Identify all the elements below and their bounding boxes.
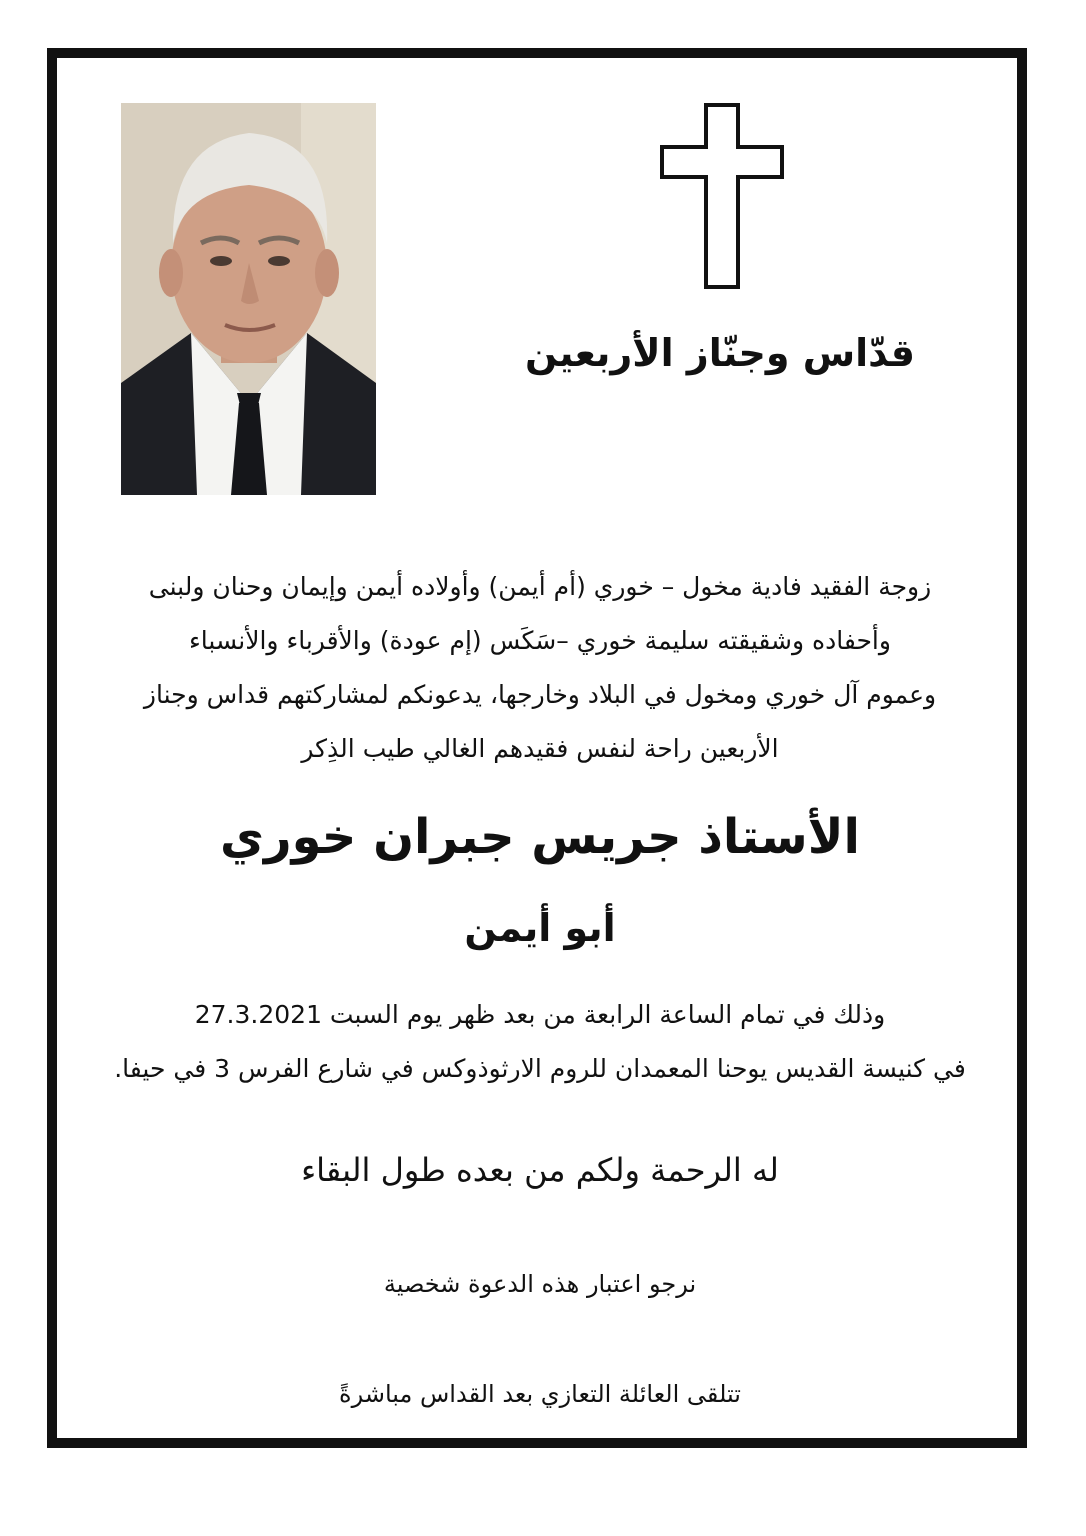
page-title: قدّاس وجنّاز الأربعين bbox=[524, 331, 916, 375]
portrait-image bbox=[121, 103, 376, 495]
portrait-photo bbox=[121, 103, 376, 495]
condolence-text: له الرحمة ولكم من بعده طول البقاء bbox=[301, 1151, 779, 1189]
announcement-line-2: وأحفاده وشقيقته سليمة خوري –سَكَس (إم عودة) والأقرباء والأنسباء bbox=[189, 626, 891, 655]
announcement-line-4: الأربعين راحة لنفس فقيدهم الغالي طيب الذِكر bbox=[301, 734, 779, 763]
announcement-line-3: وعموم آل خوري ومخول في البلاد وخارجها، يدعونكم لمشاركتهم قداس وجناز bbox=[143, 680, 937, 709]
deceased-name: الأستاذ جريس جبران خوري bbox=[220, 809, 860, 865]
service-details bbox=[80, 988, 1000, 1096]
cross-icon bbox=[660, 103, 784, 289]
announcement-line-1: زوجة الفقيد فادية مخول – خوري (أم أيمن) وأولاده أيمن وإيمان وحنان ولبنى bbox=[148, 572, 932, 601]
personal-invitation-note: نرجو اعتبار هذه الدعوة شخصية bbox=[383, 1270, 697, 1298]
family-condolences-note: تتلقى العائلة التعازي بعد القداس مباشرةً bbox=[339, 1380, 741, 1408]
announcement-paragraph bbox=[100, 560, 980, 776]
service-place: في كنيسة القديس يوحنا المعمدان للروم الارثوذوكس في شارع الفرس 3 في حيفا. bbox=[114, 1054, 966, 1083]
service-time: وذلك في تمام الساعة الرابعة من بعد ظهر يوم السبت 27.3.2021 bbox=[194, 1000, 886, 1029]
deceased-nickname: أبو أيمن bbox=[464, 906, 616, 950]
